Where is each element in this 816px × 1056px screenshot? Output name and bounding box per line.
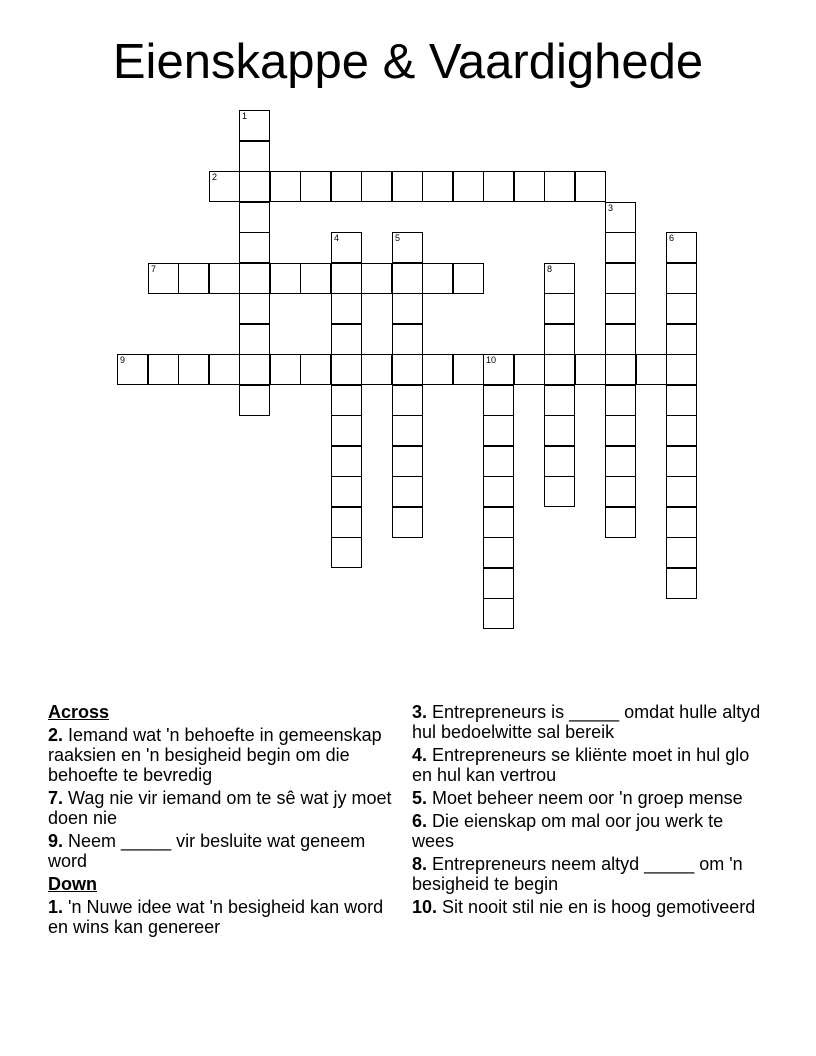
grid-cell[interactable] <box>209 354 240 385</box>
clue-number: 8. <box>412 854 428 874</box>
grid-cell[interactable] <box>666 354 697 385</box>
cell-number: 5 <box>395 233 401 243</box>
clue-text: Entrepreneurs neem altyd _____ om 'n besigheid te begin <box>412 854 743 894</box>
grid-cell[interactable] <box>605 232 636 263</box>
grid-cell[interactable] <box>605 263 636 294</box>
grid-cell[interactable] <box>239 141 270 172</box>
clue-text: Entrepreneurs is _____ omdat hulle altyd hul bedoelwitte sal bereik <box>412 702 761 742</box>
grid-cell[interactable] <box>544 476 575 507</box>
grid-cell[interactable] <box>483 415 514 446</box>
clue-down-4 <box>412 745 762 785</box>
grid-cell[interactable] <box>514 171 545 202</box>
grid-cell[interactable] <box>392 293 423 324</box>
grid-cell[interactable] <box>331 476 362 507</box>
grid-cell[interactable] <box>605 385 636 416</box>
clue-text: Neem _____ vir besluite wat geneem word <box>48 831 366 871</box>
clue-text: Die eienskap om mal oor jou werk te wees <box>412 811 724 851</box>
grid-cell[interactable] <box>331 232 362 263</box>
grid-cell[interactable] <box>331 507 362 538</box>
grid-cell[interactable] <box>270 171 301 202</box>
grid-cell[interactable] <box>392 171 423 202</box>
grid-cell[interactable] <box>605 293 636 324</box>
cell-number: 6 <box>669 233 675 243</box>
clue-number: 4. <box>412 745 428 765</box>
clue-number: 6. <box>412 811 428 831</box>
grid-cell[interactable] <box>514 354 545 385</box>
grid-cell[interactable] <box>178 354 209 385</box>
grid-cell[interactable] <box>331 537 362 568</box>
grid-cell[interactable] <box>666 324 697 355</box>
grid-cell[interactable] <box>178 263 209 294</box>
grid-cell[interactable] <box>239 263 270 294</box>
grid-cell[interactable] <box>422 354 453 385</box>
grid-cell[interactable] <box>453 354 484 385</box>
grid-cell[interactable] <box>544 263 575 294</box>
grid-cell[interactable] <box>483 476 514 507</box>
grid-cell[interactable] <box>270 354 301 385</box>
clue-down-3 <box>412 702 762 742</box>
grid-cell[interactable] <box>239 354 270 385</box>
grid-cell[interactable] <box>361 171 392 202</box>
grid-cell[interactable] <box>666 568 697 599</box>
grid-cell[interactable] <box>636 354 667 385</box>
grid-cell[interactable] <box>666 476 697 507</box>
grid-cell[interactable] <box>483 446 514 477</box>
grid-cell[interactable] <box>331 354 362 385</box>
clue-text: Sit nooit stil nie en is hoog gemotiveerd <box>442 897 756 917</box>
grid-cell[interactable] <box>331 415 362 446</box>
grid-cell[interactable] <box>666 415 697 446</box>
grid-cell[interactable] <box>392 476 423 507</box>
grid-cell[interactable] <box>270 263 301 294</box>
clue-number: 10. <box>412 897 438 917</box>
grid-cell[interactable] <box>392 507 423 538</box>
grid-cell[interactable] <box>331 293 362 324</box>
cell-number: 9 <box>120 355 126 365</box>
grid-cell[interactable] <box>239 232 270 263</box>
clue-number: 2. <box>48 725 64 745</box>
grid-cell[interactable] <box>544 324 575 355</box>
clue-number: 1. <box>48 897 64 917</box>
grid-cell[interactable] <box>605 202 636 233</box>
grid-cell[interactable] <box>483 171 514 202</box>
clue-text: Moet beheer neem oor 'n groep mense <box>432 788 743 808</box>
grid-cell[interactable] <box>605 354 636 385</box>
clue-across-2 <box>48 725 400 785</box>
clue-down-8 <box>412 854 762 894</box>
grid-cell[interactable] <box>239 202 270 233</box>
cell-number: 8 <box>547 264 553 274</box>
cell-number: 7 <box>151 264 157 274</box>
grid-cell[interactable] <box>605 476 636 507</box>
grid-cell[interactable] <box>666 385 697 416</box>
clue-number: 9. <box>48 831 64 851</box>
grid-cell[interactable] <box>361 354 392 385</box>
grid-cell[interactable] <box>575 171 606 202</box>
grid-cell[interactable] <box>605 507 636 538</box>
grid-cell[interactable] <box>453 171 484 202</box>
grid-cell[interactable] <box>209 171 240 202</box>
clues-right-column <box>412 702 762 920</box>
grid-cell[interactable] <box>331 446 362 477</box>
grid-cell[interactable] <box>422 263 453 294</box>
grid-cell[interactable] <box>148 354 179 385</box>
cell-number: 10 <box>486 355 497 365</box>
clue-number: 5. <box>412 788 428 808</box>
clue-down-6 <box>412 811 762 851</box>
puzzle-title: Eienskappe & Vaardighede <box>112 35 704 89</box>
grid-cell[interactable] <box>392 415 423 446</box>
grid-cell[interactable] <box>239 110 270 141</box>
clue-number: 3. <box>412 702 428 722</box>
clue-text: Entrepreneurs se kliënte moet in hul glo en hul kan vertrou <box>412 745 750 785</box>
clues-left-column <box>48 702 400 940</box>
grid-cell[interactable] <box>453 263 484 294</box>
grid-cell[interactable] <box>300 354 331 385</box>
clue-down-5 <box>412 788 762 808</box>
grid-cell[interactable] <box>605 446 636 477</box>
grid-cell[interactable] <box>392 446 423 477</box>
clue-text: Iemand wat 'n behoefte in gemeenskap raaksien en 'n besigheid begin om die behoefte te bevredig <box>48 725 382 785</box>
grid-cell[interactable] <box>666 537 697 568</box>
grid-cell[interactable] <box>544 385 575 416</box>
grid-cell[interactable] <box>666 232 697 263</box>
clue-down-1 <box>48 897 400 937</box>
grid-cell[interactable] <box>544 415 575 446</box>
grid-cell[interactable] <box>666 293 697 324</box>
grid-cell[interactable] <box>392 324 423 355</box>
grid-cell[interactable] <box>239 171 270 202</box>
across-heading: Across <box>48 702 110 722</box>
grid-cell[interactable] <box>331 324 362 355</box>
grid-cell[interactable] <box>422 171 453 202</box>
grid-cell[interactable] <box>331 385 362 416</box>
down-heading: Down <box>48 874 97 894</box>
grid-cell[interactable] <box>666 263 697 294</box>
grid-cell[interactable] <box>300 263 331 294</box>
grid-cell[interactable] <box>666 507 697 538</box>
grid-cell[interactable] <box>239 324 270 355</box>
grid-cell[interactable] <box>239 293 270 324</box>
grid-cell[interactable] <box>361 263 392 294</box>
grid-cell[interactable] <box>483 598 514 629</box>
clue-across-7 <box>48 788 400 828</box>
grid-cell[interactable] <box>483 354 514 385</box>
cell-number: 2 <box>212 172 218 182</box>
grid-cell[interactable] <box>575 354 606 385</box>
grid-cell[interactable] <box>483 537 514 568</box>
grid-cell[interactable] <box>148 263 179 294</box>
grid-cell[interactable] <box>331 171 362 202</box>
grid-cell[interactable] <box>544 293 575 324</box>
grid-cell[interactable] <box>239 385 270 416</box>
clue-number: 7. <box>48 788 64 808</box>
grid-cell[interactable] <box>666 446 697 477</box>
grid-cell[interactable] <box>544 354 575 385</box>
grid-cell[interactable] <box>483 385 514 416</box>
grid-cell[interactable] <box>605 324 636 355</box>
grid-cell[interactable] <box>117 354 148 385</box>
clue-text: Wag nie vir iemand om te sê wat jy moet doen nie <box>48 788 392 828</box>
grid-cell[interactable] <box>544 446 575 477</box>
grid-cell[interactable] <box>209 263 240 294</box>
grid-cell[interactable] <box>605 415 636 446</box>
clue-down-10 <box>412 897 762 917</box>
clue-across-9 <box>48 831 400 871</box>
grid-cell[interactable] <box>392 263 423 294</box>
grid-cell[interactable] <box>392 354 423 385</box>
grid-cell[interactable] <box>392 232 423 263</box>
grid-cell[interactable] <box>483 507 514 538</box>
cell-number: 3 <box>608 203 614 213</box>
grid-cell[interactable] <box>544 171 575 202</box>
cell-number: 1 <box>242 111 248 121</box>
grid-cell[interactable] <box>331 263 362 294</box>
clue-text: 'n Nuwe idee wat 'n besigheid kan word en wins kan genereer <box>48 897 384 937</box>
grid-cell[interactable] <box>300 171 331 202</box>
grid-cell[interactable] <box>392 385 423 416</box>
cell-number: 4 <box>334 233 340 243</box>
grid-cell[interactable] <box>483 568 514 599</box>
